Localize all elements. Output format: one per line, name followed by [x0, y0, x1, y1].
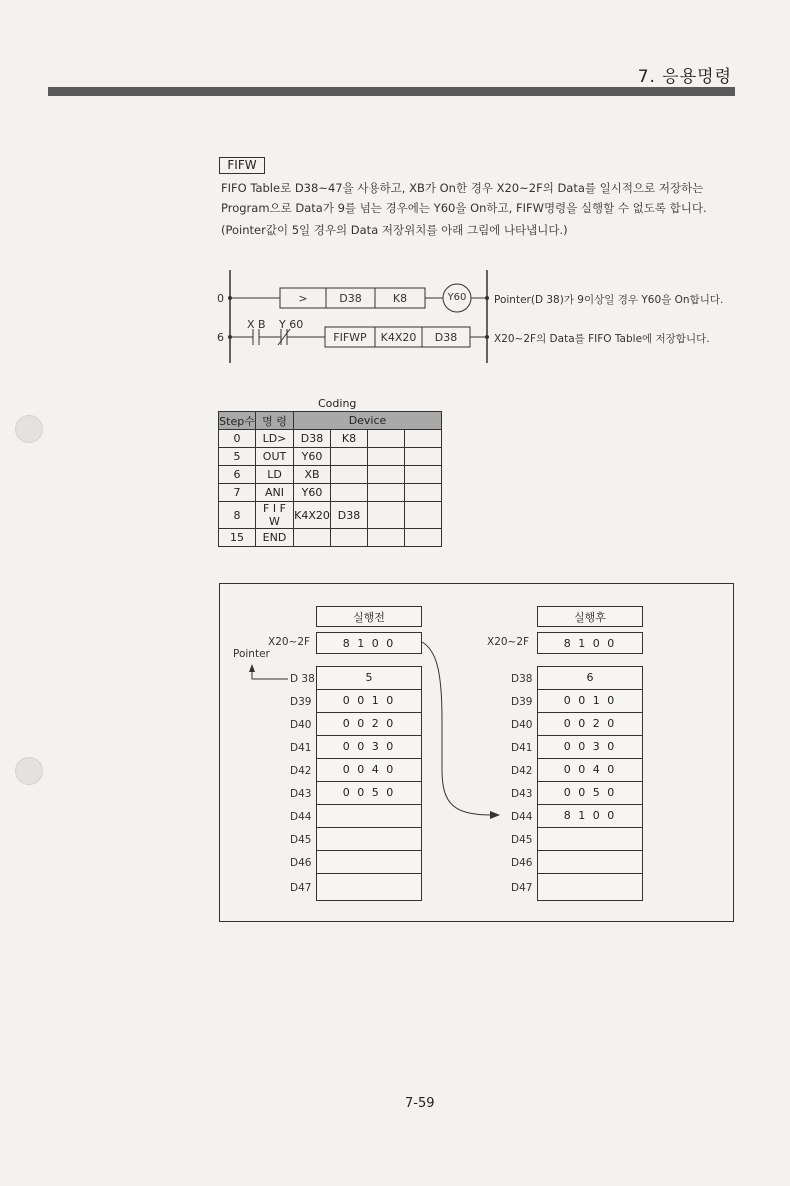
reg-left-d47: D47 — [290, 882, 312, 894]
reg-right-d38: D38 — [511, 673, 533, 685]
header-rule — [48, 87, 735, 96]
before-d42: 0 0 4 0 — [316, 758, 422, 782]
before-d43: 0 0 5 0 — [316, 781, 422, 805]
source-label-after: X20~2F — [487, 636, 530, 648]
after-d38: 6 — [537, 666, 643, 690]
reg-left-d42: D42 — [290, 765, 312, 777]
instruction-line-1: FIFO Table로 D38~47을 사용하고, XB가 On한 경우 X20~2F의 Data를 일시적으로 저장하는 — [221, 181, 704, 195]
after-d46 — [537, 850, 643, 874]
after-d43: 0 0 5 0 — [537, 781, 643, 805]
after-label: 실행후 — [537, 606, 643, 627]
coding-title: Coding — [318, 397, 357, 410]
rung2-contact1: X B — [247, 318, 266, 331]
rung2-step: 6 — [217, 331, 224, 344]
after-d44: 8 1 0 0 — [537, 804, 643, 828]
rung1-operator: > — [298, 292, 308, 305]
reg-right-d39: D39 — [511, 696, 533, 708]
reg-right-d41: D41 — [511, 742, 533, 754]
before-d45 — [316, 827, 422, 851]
after-d45 — [537, 827, 643, 851]
source-label-before: X20~2F — [268, 636, 311, 648]
rung2-arg2: D38 — [434, 331, 458, 344]
before-label: 실행전 — [316, 606, 422, 627]
before-d39: 0 0 1 0 — [316, 689, 422, 713]
transfer-arrow-icon — [490, 811, 500, 819]
reg-left-d41: D41 — [290, 742, 312, 754]
page-number: 7-59 — [405, 1096, 435, 1111]
reg-right-d47: D47 — [511, 882, 533, 894]
reg-left-d45: D45 — [290, 834, 312, 846]
binder-hole — [15, 757, 43, 785]
instruction-line-2: Program으로 Data가 9를 넘는 경우에는 Y60을 On하고, FIFW명령을 실행할 수 없도록 합니다. — [221, 201, 707, 215]
after-d42: 0 0 4 0 — [537, 758, 643, 782]
before-d41: 0 0 3 0 — [316, 735, 422, 759]
source-before: 8 1 0 0 — [316, 632, 422, 654]
before-d47 — [316, 873, 422, 901]
before-d38: 5 — [316, 666, 422, 690]
reg-right-d44: D44 — [511, 811, 533, 823]
before-d46 — [316, 850, 422, 874]
binder-hole — [15, 415, 43, 443]
coding-table — [218, 411, 442, 547]
reg-right-d40: D40 — [511, 719, 533, 731]
table-row: 8 F I F W K4X20 D38 — [219, 502, 442, 529]
before-d40: 0 0 2 0 — [316, 712, 422, 736]
reg-right-d45: D45 — [511, 834, 533, 846]
pointer-arrow-icon — [249, 664, 255, 672]
rung1-arg1: D38 — [339, 292, 362, 305]
rung1-coil: Y60 — [447, 292, 467, 303]
reg-left-d46: D46 — [290, 857, 312, 869]
after-d41: 0 0 3 0 — [537, 735, 643, 759]
reg-right-d42: D42 — [511, 765, 533, 777]
reg-left-d38: D 38 — [290, 673, 315, 685]
pointer-label: Pointer — [233, 648, 270, 660]
rung2-comment: X20~2F의 Data를 FIFO Table에 저장합니다. — [494, 333, 710, 345]
after-d39: 0 0 1 0 — [537, 689, 643, 713]
table-row: 15 END — [219, 529, 442, 547]
rung2-arg1: K4X20 — [380, 331, 417, 344]
chapter-title: 7. 응용명령 — [637, 67, 732, 87]
diagram-arrows — [230, 640, 540, 825]
after-d47 — [537, 873, 643, 901]
rung2-contact2: Y 60 — [279, 318, 304, 331]
source-after: 8 1 0 0 — [537, 632, 643, 654]
rung1-step: 0 — [217, 292, 224, 305]
reg-left-d44: D44 — [290, 811, 312, 823]
reg-right-d46: D46 — [511, 857, 533, 869]
instruction-line-3: (Pointer값이 5일 경우의 Data 저장위치를 아래 그림에 나타냅니다.) — [221, 223, 568, 237]
rung1-comment: Pointer(D 38)가 9이상일 경우 Y60을 On합니다. — [494, 294, 724, 306]
table-row: 5 OUT Y60 — [219, 448, 442, 466]
reg-right-d43: D43 — [511, 788, 533, 800]
reg-left-d40: D40 — [290, 719, 312, 731]
header-device: Device — [294, 412, 442, 430]
header-command: 명 령 — [256, 412, 294, 430]
after-d40: 0 0 2 0 — [537, 712, 643, 736]
table-row: 0 LD> D38 K8 — [219, 430, 442, 448]
reg-left-d43: D43 — [290, 788, 312, 800]
rung2-operator: FIFWP — [333, 331, 367, 344]
header-step: Step수 — [219, 412, 256, 430]
table-row: 7 ANI Y60 — [219, 484, 442, 502]
after-table — [537, 666, 643, 901]
table-row: 6 LD XB — [219, 466, 442, 484]
reg-left-d39: D39 — [290, 696, 312, 708]
instruction-name: FIFW — [219, 157, 265, 174]
rung1-arg2: K8 — [392, 292, 408, 305]
